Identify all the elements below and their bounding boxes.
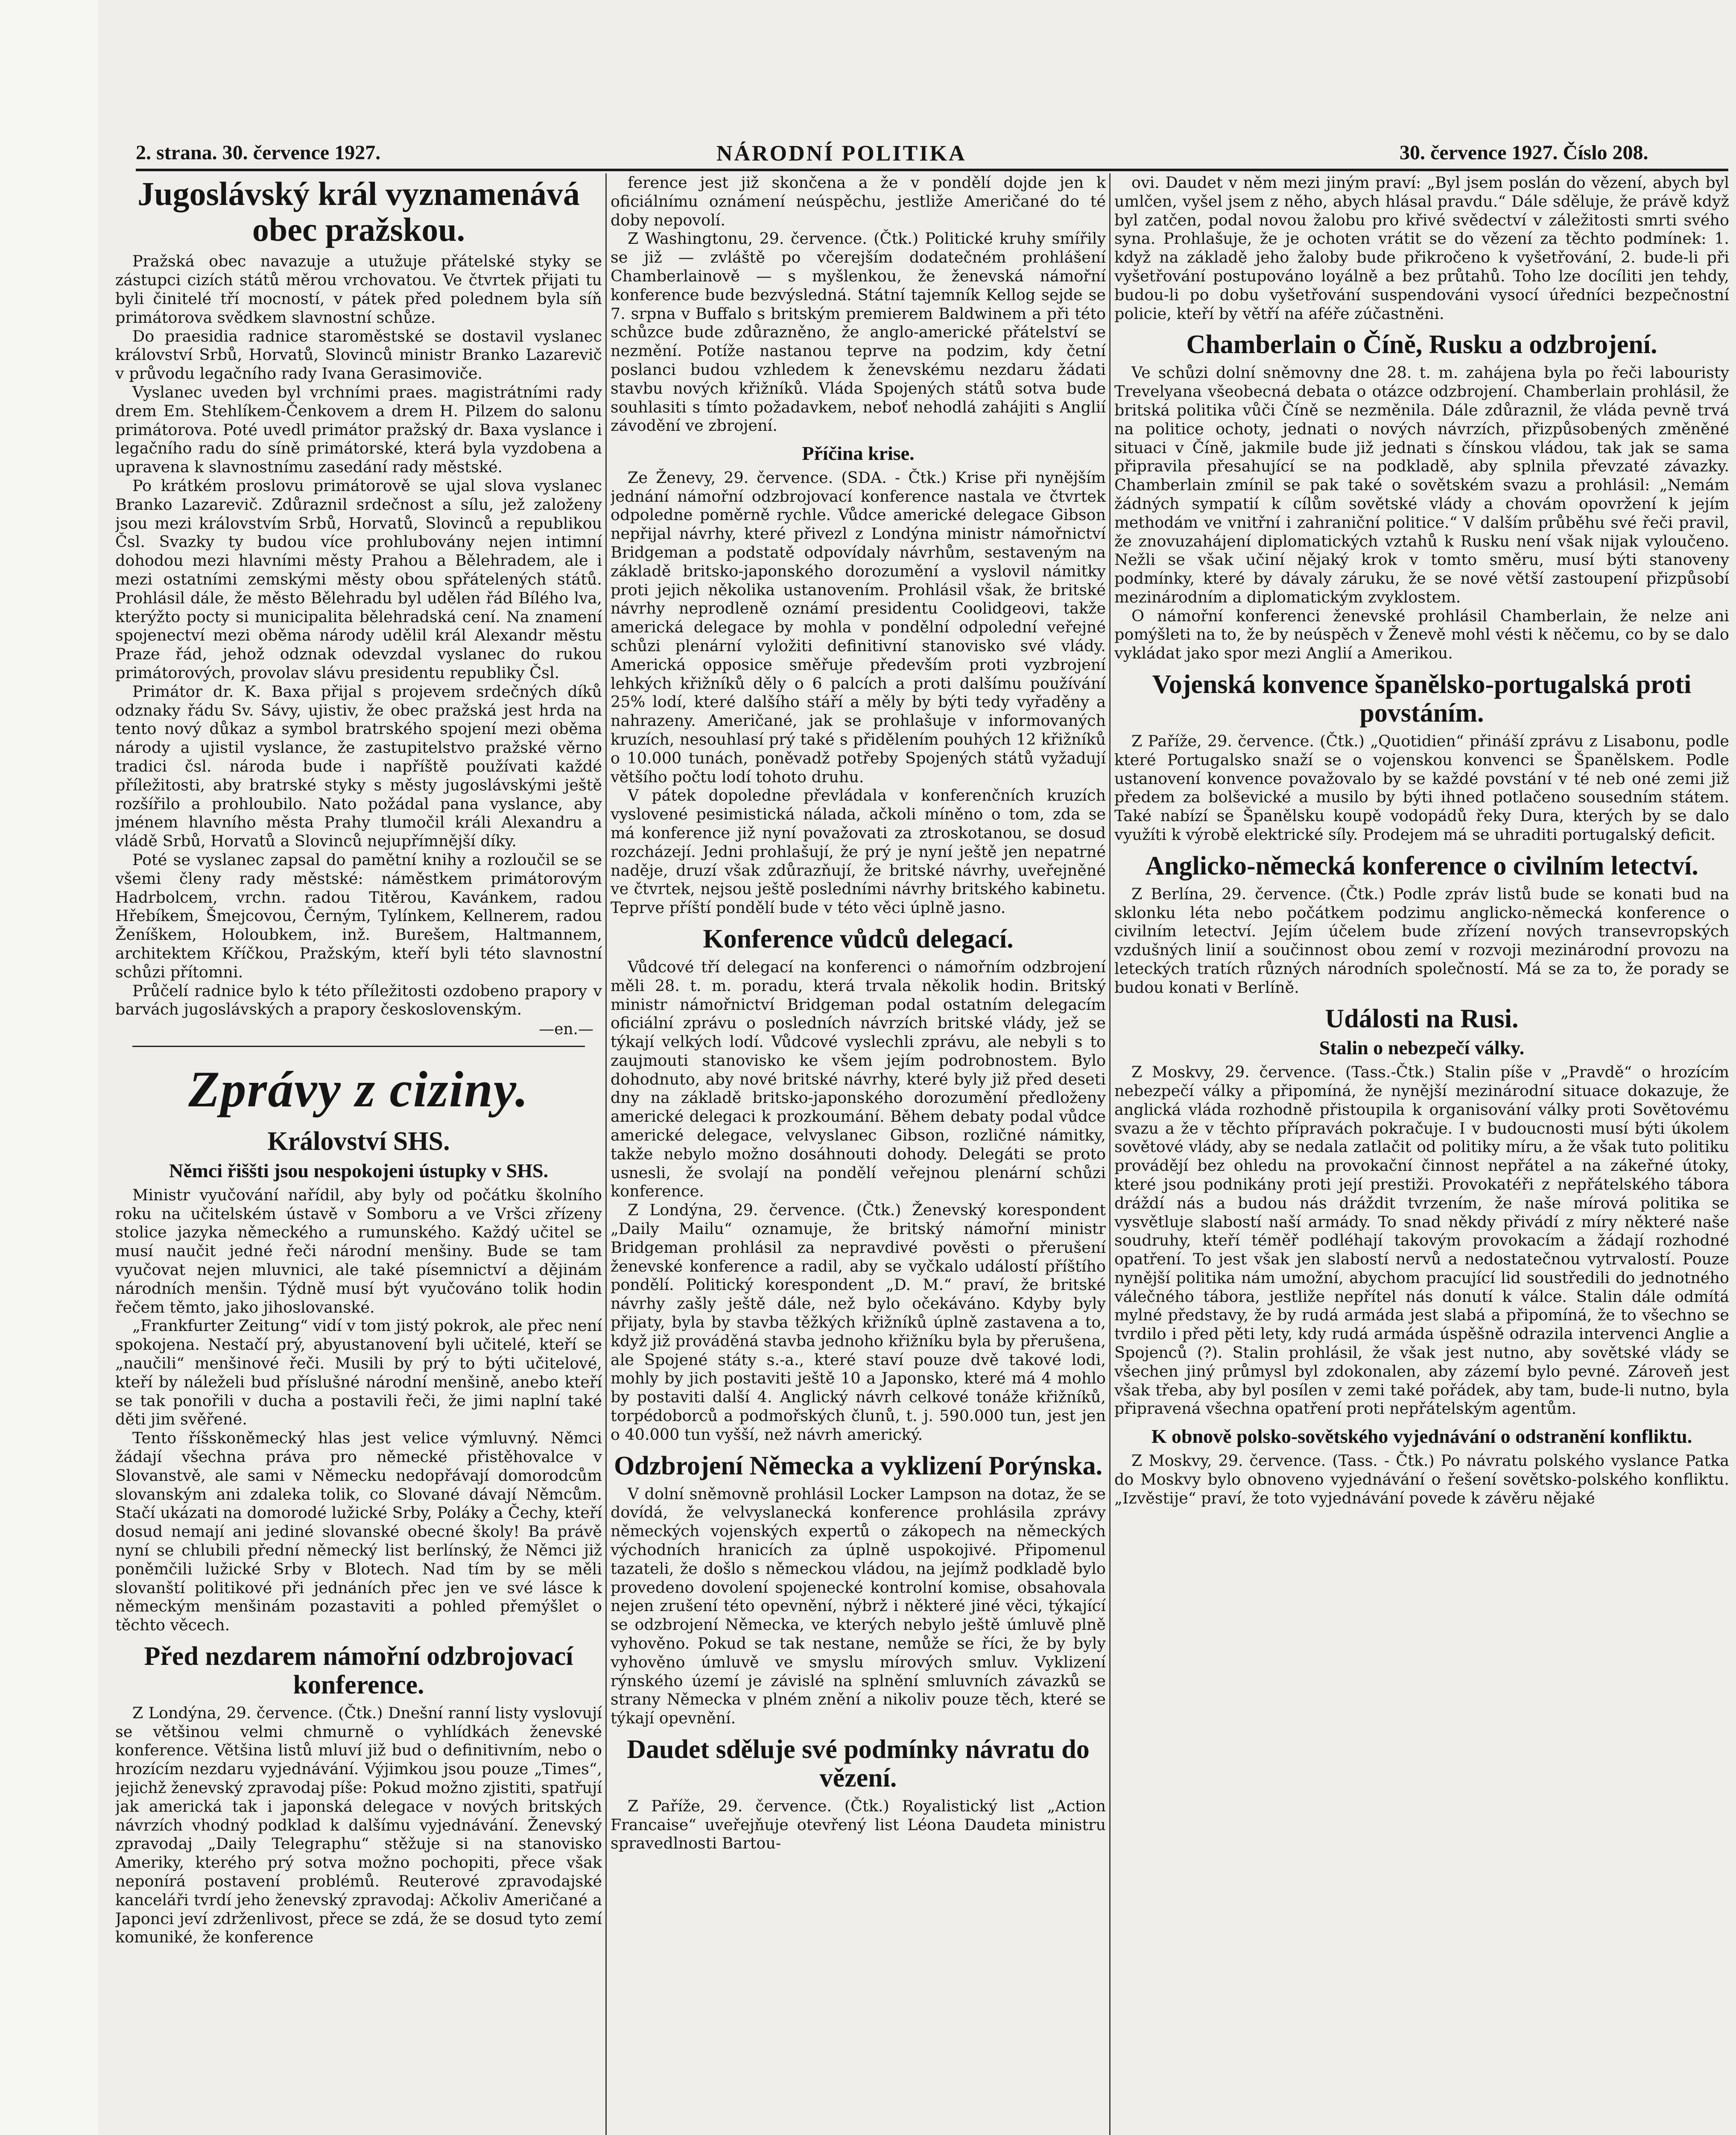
- paragraph: Z Paříže, 29. července. (Čtk.) „Quotidien“ přináší zprávu z Lisabonu, podle které Portugalsko snaží se o vojenskou konvenci se Španělskem. Podle ustanovení konvence považovalo by se každé povstání v té neb oné zemi již předem za bolševické a musilo by býti ihned potlačeno sousedním státem. Také nabízí se Španělsku koupě vodopádů řeky Dura, kterých by se dalo využíti k výrobě elektrické síly. Prodejem má se uhraditi portugalský deficit.: [1114, 731, 1729, 844]
- paragraph: Primátor dr. K. Baxa přijal s projevem srdečných díků odznaky řádu Sv. Sávy, ujistiv, že obec pražská jest hrda na tento nový důkaz a symbol bratrského spojení mezi oběma národy a ujistil vyslance, že zastupitelstvo pražské věrno tradici čsl. národa bude i napříště používati každé příležitosti, aby bratrské styky s městy jugoslávskými ještě rozšířilo a prohloubilo. Nato požádal pana vyslance, aby jménem hlavního města Prahy tlumočil králi Alexandru a vládě Srbů, Horvatů a Slovinců nejupřímnější díky.: [115, 682, 602, 851]
- headline: Před nezdarem námořní odzbrojovací konference.: [144, 1641, 573, 1699]
- article-chamberlain: [1114, 330, 1729, 663]
- paragraph: Z Moskvy, 29. července. (Tass. - Čtk.) Po návratu polského vyslance Patka do Moskvy bylo obnoveno vyjednávání o řešení sovětsko-polského konfliktu. „Izvěstije“ praví, že toto vyjednávání povede k závěru nějaké: [1114, 1451, 1729, 1507]
- paragraph: V pátek dopoledne převládala v konferenčních kruzích vyslovené pesimistická nálada, ačkoli míněno o tom, zda se má konference již nyní považovati za ztroskotanou, se dosud rozcházejí. Jedni prohlašují, že prý je nyní ještě jen nepatrné naděje, druzí však zdůrazňují, že britské návrhy, uveřejněné ve čtvrtek, nejsou ještě posledními návrhy britského kabinetu. Teprve příští pondělí bude v této věci úplně jasno.: [611, 786, 1106, 917]
- article-kingdom-shs: [115, 1127, 602, 1635]
- paragraph: Z Paříže, 29. července. (Čtk.) Royalistický list „Action Francaise“ uveřejňuje otevřený list Léona Daudeta ministru spravedlnosti Bartou-: [611, 1796, 1106, 1853]
- column-rule: [1109, 173, 1111, 2135]
- headline: Chamberlain o Číně, Rusku a odzbrojení.: [1186, 330, 1657, 360]
- paragraph: Po krátkém proslovu primátorově se ujal slova vyslanec Branko Lazarevič. Zdůraznil srdečnost a sílu, jež založeny jsou mezi královstvím Srbů, Horvatů, Slovinců a republikou Čsl. Svazky ty budou více prohlubovány nejen intimní dohodou mezi hlavními městy Prahou a Bělehradem, ale i mezi ostatními zemskými městy obou spřátelených států. Prohlásil dále, že město Bělehradu byl udělen řád Bílého lva, kterýžto pocty si municipalita bělehradská cení. Na znamení spojenectví mezi oběma národy udělil král Alexandr městu Praze řád, jehož odznak odevzdal vyslanec do rukou primátorových, provolav slávu presidentu republiky Čsl.: [115, 477, 602, 682]
- paragraph: ovi. Daudet v něm mezi jiným praví: „Byl jsem poslán do vězení, abych byl umlčen, vyšel jsem z něho, abych hlásal pravdu.“ Dále sděluje, že právě když byl zatčen, podal novou žalobu pro křivé svědectví v záležitosti smrti svého syna. Prohlašuje, že je ochoten vrátit se do vězení za těchto podmínek: 1. když na základě jeho žaloby bude přikročeno k vyšetřování, 2. bude-li při vyšetřování postupováno loyálně a bez průtahů. Toho lze docíliti jen tehdy, budou-li po dobu vyšetřování suspendováni vysocí úředníci bezpečnostní policie, kteří by větří na aféře zúčastněni.: [1114, 173, 1729, 323]
- article-naval-conference: [115, 1642, 602, 1947]
- paragraph: Z Washingtonu, 29. července. (Čtk.) Politické kruhy smířily se již — zvláště po včerejším dodatečném prohlášení Chamberlainově — s myšlenkou, že ženevská námořní konference bude bezvýsledná. Státní tajemník Kellog sejde se 7. srpna v Buffalo s britským premierem Baldwinem a při této schůzce bude zdůrazněno, že anglo-americké přátelství se nezmění. Potíže nastanou teprve na podzim, kdy četní poslanci budou vzhledem k ženevskému nezdaru žádati stavbu nových křižníků. Vláda Spojených států sotva bude souhlasiti s tímto požadavkem, neboť nehodlá zahájiti s Anglií závodění ve zbrojení.: [611, 229, 1106, 435]
- headline: Daudet sděluje své podmínky návratu do vězení.: [627, 1734, 1090, 1793]
- headline: Vojenská konvence španělsko-portugalská proti povstáním.: [1152, 670, 1692, 728]
- paragraph: V dolní sněmovně prohlásil Locker Lampson na dotaz, že se dovídá, že velvyslanecká konference prohlásila zprávy německých vojenských expertů o zákopech na německých východních hranicích za úplně uspokojivé. Připomenul tazateli, že došlo s německou vládou, na jejímž podkladě bylo provedeno dovolení spojenecké kontrolní komise, obsahovala nejen zrušení této opevnění, nýbrž i některé jiné věci, týkající se odzbrojení Německa, ve kterých nebylo ještě úmluvě plně vyhověno. Pokud se tak nestane, nemůže se říci, že by byly vyhověno úmluvě ve smyslu mírových smluv. Vyklizení rýnského území je závislé na splnění smluvních závazků se strany Německa v plném znění a nikoliv pouze těch, které se týkají opevnění.: [611, 1484, 1106, 1728]
- paragraph: Poté se vyslanec zapsal do pamětní knihy a rozloučil se se všemi členy rady městské: náměstkem primátorovým Hadrbolcem, vrchn. radou Titěrou, Kavánkem, radou Hřebíkem, Šmejcovou, Černým, Tylínkem, Kellnerem, radou Ženíškem, Holoubkem, inž. Burešem, Haltmannem, architektem Kříčkou, Pražským, kteří byli této slavnostní schůzi přítomni.: [115, 850, 602, 981]
- paragraph: Vyslanec uveden byl vrchními praes. magistrátními rady drem Em. Stehlíkem-Čenkovem a drem H. Pilzem do salonu primátorova. Poté uvedl primátor pražský dr. Baxa vyslance i legačního radu do síně primátorské, která byla vyzdobena a upravena k slavnostnímu zasedání rady městské.: [115, 383, 602, 477]
- paragraph: O námořní konferenci ženevské prohlásil Chamberlain, že nelze ani pomýšleti na to, že by neúspěch v Ženevě mohl vésti k něčemu, co by se dalo vykládat jako spor mezi Anglií a Amerikou.: [1114, 606, 1729, 663]
- paragraph: Ministr vyučování nařídil, aby byly od počátku školního roku na učitelském ústavě v Somboru a ve Vršci zřízeny stolice jazyka německého a rumunského. Každý učitel se musí naučit jedné řeči národní menšiny. Bude se tam vyučovat nejen mluvnici, ale také písemnictví a dějinám národních menšin. Týdně musí být vyučováno tolik hodin řečem těmto, jako jihoslovanské.: [115, 1185, 602, 1316]
- paragraph: Z Moskvy, 29. července. (Tass.-Čtk.) Stalin píše v „Pravdě“ o hrozícím nebezpečí války a připomíná, že nynější mezinárodní situace dokazuje, že anglická vláda rozhodně přistoupila k organisování války proti Sovětovému svazu a že v těchto přípravách pokračuje. I v budoucnosti musí býti úkolem sovětové vlády, aby se nedala zatlačit od politiky míru, a že však tuto politiku provádějí bez ohledu na provokační činnost nepřátel a na zákeřné útoky, které jsou podnikány proti její prestiži. Provokatéři z nepřátelského tábora dráždí nás a budou nás dráždit tvrzením, že naše mírová politika se vysvětluje slabostí naší armády. To snad někdy přivádí z míry některé naše soudruhy, kteří téměř podléhají takovým provokacím a žádají rozhodné opatření. To jest však jen slabostí nervů a nedostatečnou vytrvalostí. Pouze nynější politika nám umožní, abychom pracující lid soustředili do jednotného válečného tábora, jestliže nepřítel nás donutí k válce. Stalin dále odmítá mylné představy, že by rudá armáda jest slabá a připomíná, že to všechno se tvrdilo i před pěti lety, kdy rudá armáda úspěšně odrazila intervenci Anglie a Spojenců (?). Stalin prohlásil, že však jest nutno, aby sovětské vlády se všechen jiný průmysl byl zdokonalen, aby zázemí bylo pevné. Zároveň jest však třeba, aby byl posílen v zemi také pořádek, aby tam, bude-li nutno, byla připravená všechna opatření proti nepřátelským agentům.: [1114, 1063, 1729, 1418]
- article-russia-events: [1114, 1005, 1729, 1418]
- paragraph: Z Londýna, 29. července. (Čtk.) Ženevský korespondent „Daily Mailu“ oznamuje, že britský námořní ministr Bridgeman prohlásil za nepravdivé pověsti o přerušení ženevské konference a radil, aby se vyčkalo událostí příštího pondělí. Politický korespondent „D. M.“ praví, že britské návrhy zašly ještě dále, než bylo očekáváno. Kdyby byly přijaty, byla by stavba těžkých křižníků úplně zastavena a to, když již prováděná stavba jednoho křižníku byla by přerušena, ale Spojené státy s.-a., které staví pouze dvě takové lodi, mohly by jich postaviti ještě 10 a Japonsko, které má 4 mohlo by postaviti další 4. Anglický návrh celkové tonáže křižníků, torpédoborců a podmořských člunů, t. j. 590.000 tun, jest jen o 40.000 tun vyšší, než návrh americký.: [611, 1201, 1106, 1444]
- article-civil-aviation: [1114, 852, 1729, 997]
- article-crisis-cause: [611, 443, 1106, 917]
- headline: Události na Rusi.: [1325, 1004, 1519, 1033]
- header-date-left: 2. strana. 30. července 1927.: [136, 141, 381, 164]
- headline: Anglicko-německá konference o civilním letectví.: [1145, 851, 1698, 880]
- paragraph: Tento říšskoněmecký hlas jest velice výmluvný. Němci žádají všechna práva pro německé přistěhovalce v Slovanstvě, ale sami v Německu nedopřávají domorodcům slovanským ani zdaleka tolik, co Slované dávají Němcům. Stačí ukázati na domorodé lužické Srby, Poláky a Čechy, kteří dosud nemají ani jediné slovanské obecné školy! Ba právě nyní se chlubili přední německý list berlínský, že Němci již poněmčili lužické Srby v Blotech. Nad tím by se měli slovanští politikové při jednáních přec jen ve své lásce k německým menšinám pozastaviti a pohled přemýšlet o těchto věcech.: [115, 1429, 602, 1635]
- article-germany-disarmament: [611, 1452, 1106, 1728]
- paragraph: Z Londýna, 29. července. (Čtk.) Dnešní ranní listy vyslovují se většinou velmi chmurně o vyhlídkách ženevské konference. Většina listů mluví již bud o definitivním, nebo o hrozícím nezdaru vyjednávání. Výjimkou jsou pouze „Times“, jejichž ženevský zpravodaj píše: Pokud možno zjistiti, spatřují jak americká tak i japonská delegace v nových britských návrzích vhodný podklad k dalšímu vyjednávání. Ženevský zpravodaj „Daily Telegraphu“ stěžuje si na stanovisko Ameriky, kterého prý sotva možno pochopiti, přece však neponírá postavení problémů. Reuterové zpravodajské kanceláři tvrdí jeho ženevský zpravodaj: Ačkoliv Američané a Japonci jeví zdrženlivost, přece se zdá, že se dosud tyto zemí komuniké, že konference: [115, 1703, 602, 1947]
- headline: K obnově polsko-sovětského vyjednávání o odstranění konfliktu.: [1151, 1425, 1692, 1448]
- article-jugoslav-king: [115, 176, 602, 1038]
- headline: Království SHS.: [267, 1127, 450, 1156]
- author-signoff: —en.—: [539, 1021, 593, 1038]
- column-2: [611, 173, 1106, 2135]
- article-conference-continued: [611, 173, 1106, 435]
- paragraph: Z Berlína, 29. července. (Čtk.) Podle zpráv listů bude se konati bud na sklonku léta nebo počátkem podzimu anglicko-německá konference o civilním letectví. Jejím účelem bude zřízení nových transevropských vzdušných linií a součinnost obou zemí v rozvoji mezinárodní provozu na leteckých tratích různých národních společností. Má se za to, že porady se budou konati v Berlíně.: [1114, 884, 1729, 997]
- column-3: [1114, 173, 1729, 2135]
- headline: Jugoslávský král vyznamenává obec pražskou.: [137, 175, 580, 249]
- article-polish-soviet: [1114, 1426, 1729, 1507]
- section-divider: [132, 1046, 585, 1047]
- paragraph: Vůdcové tří delegací na konferenci o námořním odzbrojení měli 28. t. m. poradu, která trvala několik hodin. Britský ministr námořnictví Bridgeman podal ostatním delegacím oficiální zprávu o posledních návrzích britské vlády, jež se týkají velkých lodí. Vůdcové vyslechli zprávu, ale nebyli s to zaujmouti stanovisko ke všem jejím podrobnostem. Bylo dohodnuto, aby nové britské návrhy, které byly již před deseti dny na základě britsko-japonského dorozumění předloženy americké delegaci k prozkoumání. Během debaty podal vůdce americké delegace, velvyslanec Gibson, rozličné námitky, takže nebylo možno dosáhnouti dohody. Delegáti se proto usnesli, že svolají na pondělí veřejnou plenární schůzi konference.: [611, 957, 1106, 1201]
- paragraph: Ze Ženevy, 29. července. (SDA. - Čtk.) Krise při nynějším jednání námořní odzbrojovací konference nastala ve čtvrtek odpoledne poměrně rychle. Vůdce americké delegace Gibson nepřijal návrhy, které přivezl z Londýna ministr námořnictví Bridgeman a podstatě odpovídaly návrhům, sestaveným na základě britsko-japonského dorozumění a vyslovil námitky proti jejich několika ustanovením. Prohlásil však, že britské návrhy neprodleně oznámí presidentu Coolidgeovi, takže americká delegace by mohla v pondělní odpolední veřejné schůzi plenární vyložiti definitivní stanovisko své vlády. Americká opposice směřuje především proti vyzbrojení lehkých křižníků děly o 6 palcích a proti dalšímu používání 25% lodí, které dalšího stáří a měly by býti tedy vyřaděny a nahrazeny. Američané, jak se prohlašuje v informovaných kruzích, nesouhlasí prý také s přidělením pouhých 12 křižníků o 10.000 tunách, poněvadž potřeby Spojených států vyžadují většího počtu lodí tohoto druhu.: [611, 468, 1106, 786]
- section-title: Zprávy z ciziny.: [188, 1061, 529, 1118]
- paragraph: ference jest již skončena a že v pondělí dojde jen k oficiálnímu oznámení neúspěchu, jestliže Američané do té doby nepovolí.: [611, 173, 1106, 229]
- headline: Konference vůdců delegací.: [703, 924, 1014, 953]
- paragraph: „Frankfurter Zeitung“ vidí v tom jistý pokrok, ale přec není spokojena. Nestačí prý, abyustanovení byli učitelé, kteří se „naučili“ menšinové řeči. Musili by prý to býti učitelové, kteří by náleželi bud příslušné národní menšině, anebo kteří se tak ponořili v ducha a postavili řeči, že jimi naplní také děti jim svěřené.: [115, 1316, 602, 1429]
- column-rule: [605, 173, 607, 2135]
- left-margin: [0, 0, 98, 2135]
- paragraph: Ve schůzi dolní sněmovny dne 28. t. m. zahájena byla po řeči labouristy Trevelyana všeobecná debata o otázce odzbrojení. Chamberlain prohlásil, že britská politika vůči Číně se nezměnila. Dále zdůraznil, že vláda pevně trvá na politice ochoty, jednati o nových návrzích, přizpůsobených změněné situaci v Číně, jakmile bude již jednati s čínskou vládou, tak jak se sama připravila přesahující se na podkladě, aby splnila převzaté závazky. Chamberlain zmínil se pak také o sovětském svazu a prohlásil: „Nemám žádných sympatií k cílům sovětské vlády a chovám opovržení k jejím methodám ve vnitřní i zahraniční politice.“ V dalším průběhu své řeči pravil, že znovuzahájení diplomatických vztahů k Rusku není však nijak vyloučeno. Nežli se však učiní nějaký krok v tomto směru, musí býti stanoveny podmínky, které by dávaly záruku, že se nové větší zastoupení přizpůsobí mezinárodním a diplomatickým zvyklostem.: [1114, 363, 1729, 606]
- article-leaders-conference: [611, 925, 1106, 1444]
- headline: Odzbrojení Německa a vyklizení Porýnska.: [614, 1451, 1103, 1480]
- article-daudet: [611, 1735, 1106, 1853]
- paragraph: Průčelí radnice bylo k této příležitosti ozdobeno prapory v barvách jugoslávských a prapory československým.: [115, 981, 602, 1019]
- column-1: [115, 173, 602, 2135]
- headline: Příčina krise.: [802, 442, 915, 465]
- paragraph: Pražská obec navazuje a utužuje přátelské styky se zástupci cizích států měrou vrchovatou. Ve čtvrtek přijati tu byli činitelé tří mocností, v pátek před polednem byla síň primátorova svědkem slavnostní schůze.: [115, 252, 602, 327]
- article-military-convention: [1114, 670, 1729, 844]
- article-daudet-continued: [1114, 173, 1729, 323]
- subheadline: Němci řiššti jsou nespokojeni ústupky v SHS.: [169, 1160, 549, 1182]
- masthead-title: NÁRODNÍ POLITIKA: [716, 141, 967, 166]
- paragraph: Do praesidia radnice staroměstské se dostavil vyslanec království Srbů, Horvatů, Slovinců ministr Branko Lazarevič v průvodu legačního rady Ivana Gerasimoviče.: [115, 327, 602, 383]
- subheadline: Stalin o nebezpečí války.: [1319, 1037, 1525, 1059]
- header-rule: [136, 169, 1728, 171]
- header-date-right: 30. července 1927. Číslo 208.: [1400, 141, 1648, 164]
